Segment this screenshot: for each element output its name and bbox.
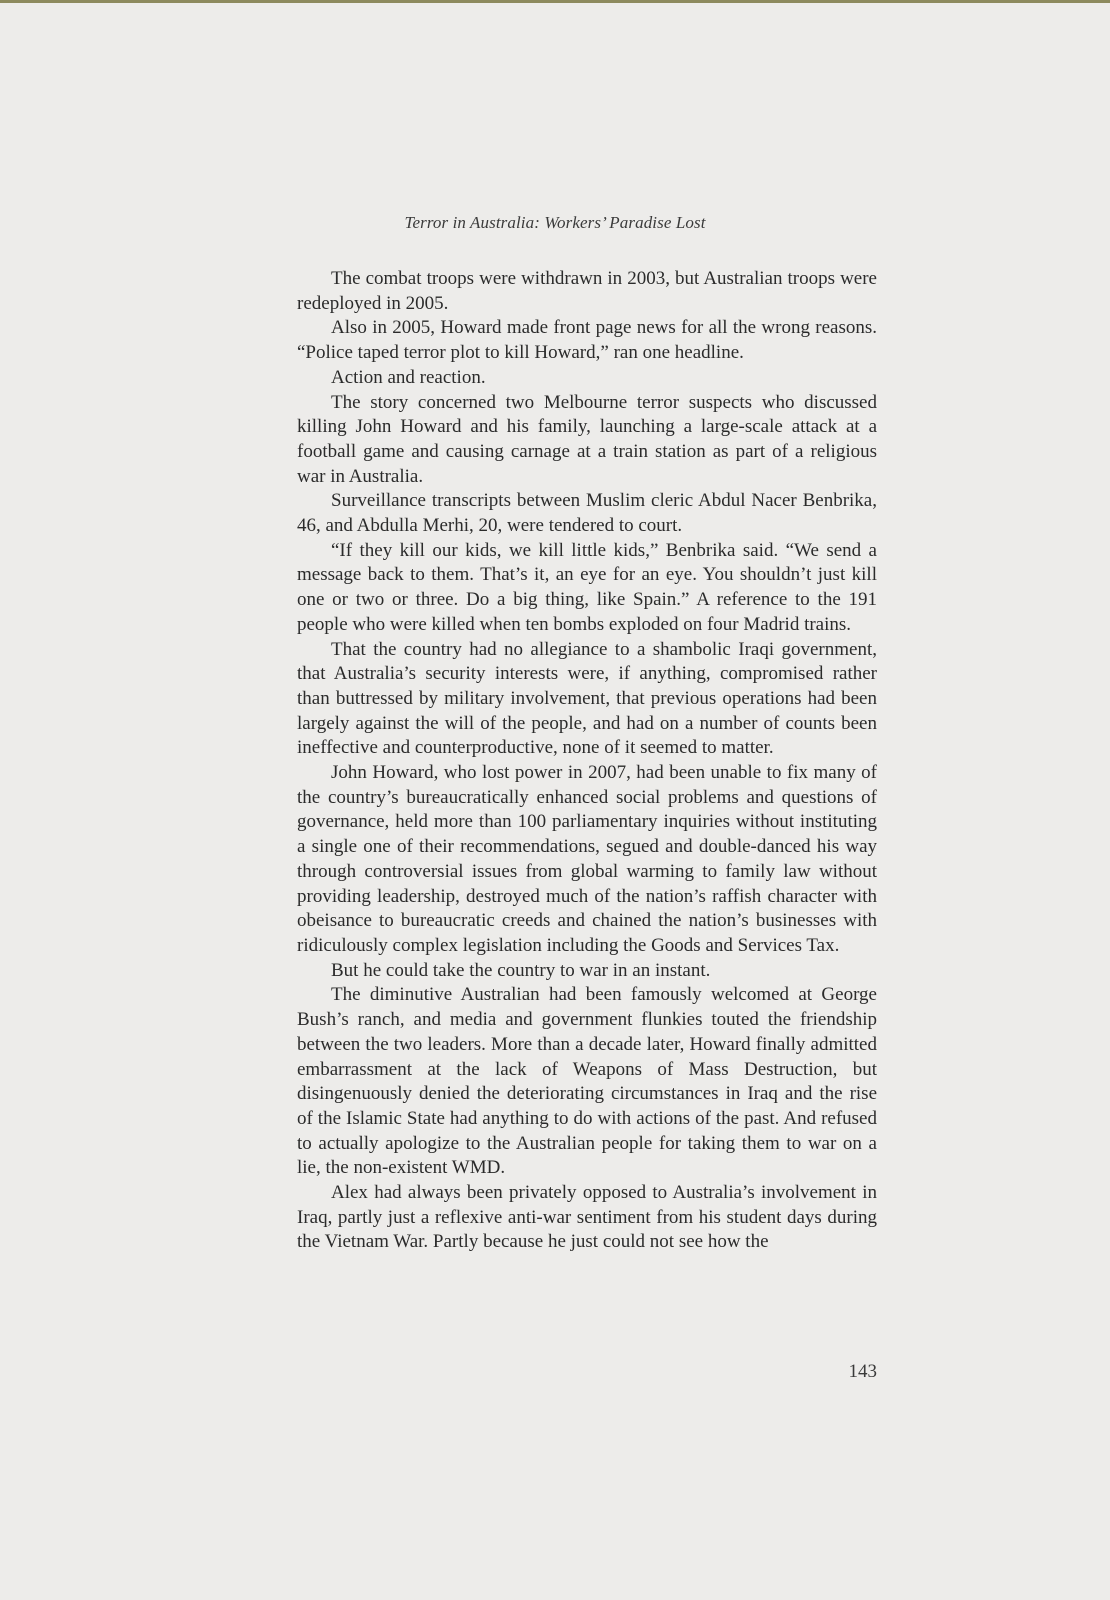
- paragraph: That the country had no allegiance to a shambolic Iraqi government, that Australia’s security interests were, if anything, compromised rather than buttressed by military involvement, that previous operations had been largely against the will of the people, and had on a number of counts been ineffective and counterproductive, none of it seemed to matter.: [297, 638, 877, 759]
- running-head: Terror in Australia: Workers’ Paradise Lost: [404, 213, 706, 232]
- paragraph: Action and reaction.: [331, 366, 486, 388]
- paragraph: “If they kill our kids, we kill little kids,” Benbrika said. “We send a message back to them. That’s it, an eye for an eye. You shouldn’t just kill one or two or three. Do a big thing, like Spain.” A reference to the 191 people who were killed when ten bombs exploded on four Madrid trains.: [297, 539, 877, 635]
- paragraph: The diminutive Australian had been famously welcomed at George Bush’s ranch, and media and government flunkies touted the friendship between the two leaders. More than a decade later, Howard finally admitted embarrassment at the lack of Weapons of Mass Destruction, but disingenuously denied the deteriorating circumstances in Iraq and the rise of the Islamic State had anything to do with actions of the past. And refused to actually apologize to the Australian people for taking them to war on a lie, the non-existent WMD.: [297, 984, 877, 1179]
- paragraph: John Howard, who lost power in 2007, had been unable to fix many of the country’s bureaucratically enhanced social problems and questions of governance, held more than 100 parliamentary inquiries without instituting a single one of their recommendations, segued and double-danced his way through controversial issues from global warming to family law without providing leadership, destroyed much of the nation’s raffish character with obeisance to bureaucratic creeds and chained the nation’s businesses with ridiculously complex legislation including the Goods and Services Tax.: [297, 762, 877, 956]
- paragraph: The combat troops were withdrawn in 2003, but Australian troops were redeployed in 2005.: [297, 268, 877, 314]
- paragraph: The story concerned two Melbourne terror suspects who discussed killing John Howard and his family, launching a large-scale attack at a football game and causing carnage at a train station as part of a religious war in Australia.: [297, 391, 877, 487]
- body-text: [297, 267, 877, 1255]
- paragraph: Surveillance transcripts between Muslim cleric Abdul Nacer Benbrika, 46, and Abdulla Merhi, 20, were tendered to court.: [297, 490, 877, 537]
- page-number: 143: [848, 1361, 877, 1382]
- paragraph: Alex had always been privately opposed to Australia’s involvement in Iraq, partly just a reflexive anti-war sentiment from his student days during the Vietnam War. Partly because he just could not see how the: [297, 1182, 877, 1253]
- paragraph: But he could take the country to war in an instant.: [331, 959, 711, 981]
- paragraph: Also in 2005, Howard made front page news for all the wrong reasons. “Police taped terror plot to kill Howard,” ran one headline.: [297, 317, 877, 364]
